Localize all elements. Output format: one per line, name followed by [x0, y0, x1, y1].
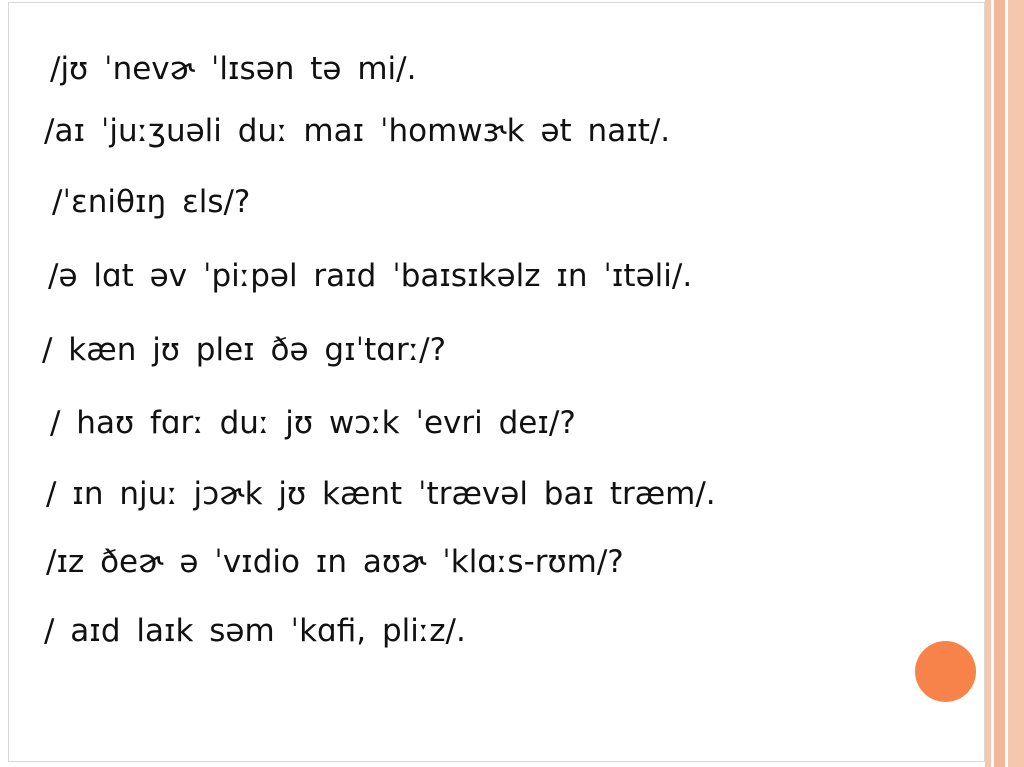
decorative-stripe	[1008, 0, 1024, 767]
transcription-line-3: /ˈɛniθɪŋ ɛls/?	[52, 184, 251, 220]
transcription-line-1: /jʊ ˈnevɚ ˈlɪsən tə mi/.	[50, 51, 417, 87]
transcription-line-8: /ɪz ðeɚ ə ˈvɪdio ɪn aʊɚ ˈklɑːs-rʊm/?	[46, 544, 624, 580]
transcription-line-7: / ɪn njuː jɔɚk jʊ kænt ˈtrævəl baɪ træm/.	[46, 476, 716, 512]
transcription-line-2: /aɪ ˈjuːʒuəli duː maɪ ˈhomwɝk ət naɪt/.	[44, 113, 671, 149]
decorative-stripe	[994, 0, 1005, 767]
transcription-line-9: / aɪd laɪk səm ˈkɑfi, pliːz/.	[44, 613, 466, 649]
transcription-line-5: / kæn jʊ pleɪ ðə gɪˈtɑrː/?	[42, 332, 447, 368]
transcription-line-6: / haʊ fɑrː duː jʊ wɔːk ˈevri deɪ/?	[50, 405, 576, 441]
decorative-circle	[915, 641, 976, 702]
transcription-line-4: /ə lɑt əv ˈpiːpəl raɪd ˈbaɪsɪkəlz ɪn ˈɪtəli/.	[48, 258, 693, 294]
